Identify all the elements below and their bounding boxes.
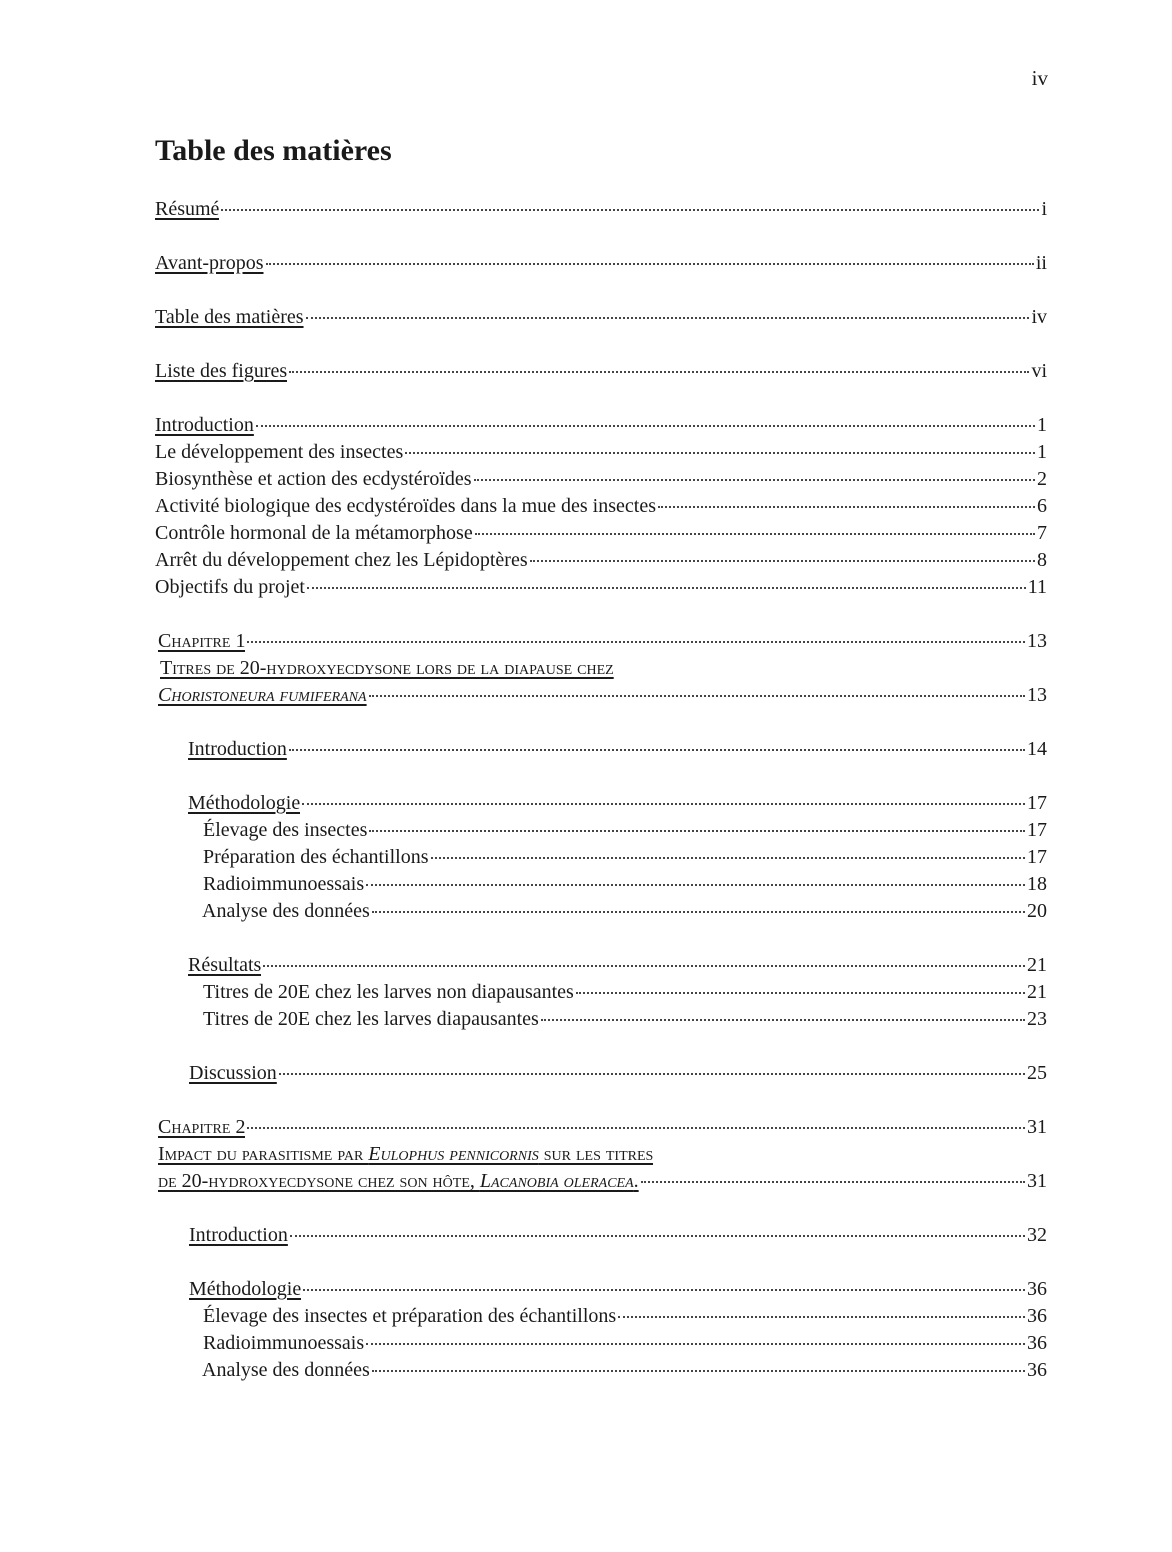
toc-entry-label: Analyse des données: [202, 1359, 370, 1381]
toc-page-number: 17: [1027, 846, 1047, 868]
toc-entry-label: Choristoneura fumiferana: [158, 684, 367, 706]
toc-page-number: 1: [1037, 441, 1047, 463]
toc-page-number: 14: [1027, 738, 1047, 760]
dot-leader: [641, 1181, 1025, 1183]
dot-leader: [369, 830, 1025, 832]
dot-leader: [306, 317, 1030, 319]
toc-entry-label: .: [633, 1170, 639, 1192]
toc-entry[interactable]: [203, 817, 1047, 843]
dot-leader: [541, 1019, 1025, 1021]
toc-entry[interactable]: [155, 466, 1047, 492]
toc-page-number: 31: [1027, 1116, 1047, 1138]
toc-page-number: 23: [1027, 1008, 1047, 1030]
toc-entry-label: Titres de 20-hydroxyecdysone lors de la diapause chez: [160, 657, 614, 679]
toc-entry-avant-propos[interactable]: [155, 250, 1047, 276]
toc-page-number: i: [1041, 198, 1047, 220]
toc-entry-label: Liste des figures: [155, 360, 288, 382]
toc-entry-label: Objectifs du projet: [155, 576, 305, 598]
dot-leader: [279, 1073, 1025, 1075]
page-title: Table des matières: [155, 134, 392, 167]
dot-leader: [247, 641, 1025, 643]
toc-page-number: 17: [1027, 819, 1047, 841]
toc-page-number: 13: [1027, 684, 1047, 706]
toc-entry[interactable]: [203, 844, 1047, 870]
dot-leader: [474, 479, 1035, 481]
toc-page-number: 2: [1037, 468, 1047, 490]
toc-page-number: 36: [1027, 1278, 1047, 1300]
toc-page-number: 13: [1027, 630, 1047, 652]
dot-leader: [302, 803, 1025, 805]
toc-page-number: 36: [1027, 1359, 1047, 1381]
toc-entry-label: Avant-propos: [155, 252, 264, 274]
dot-leader: [307, 587, 1026, 589]
toc-entry-label: Méthodologie: [189, 1278, 302, 1300]
toc-entry-label-species: Lacanobia oleracea: [479, 1170, 634, 1192]
toc-entry-label: sur les titres: [538, 1143, 654, 1165]
toc-entry-label: Introduction: [155, 414, 254, 436]
toc-entry-label: Impact du parasitisme par: [158, 1143, 369, 1165]
toc-entry-chapter-2-title[interactable]: [158, 1141, 1047, 1167]
toc-entry[interactable]: [203, 1006, 1047, 1032]
toc-page-number: 36: [1027, 1332, 1047, 1354]
dot-leader: [256, 425, 1035, 427]
toc-entry-label: Chapitre 1: [158, 630, 246, 652]
dot-leader: [576, 992, 1025, 994]
toc-entry-label: Arrêt du développement chez les Lépidoptères: [155, 549, 528, 571]
toc-entry-ch2-methodologie[interactable]: [189, 1276, 1047, 1302]
toc-page-number: ii: [1035, 252, 1047, 274]
toc-entry-label: Activité biologique des ecdystéroïdes dans la mue des insectes: [155, 495, 656, 517]
toc-page-number: 31: [1027, 1170, 1047, 1192]
toc-entry[interactable]: [155, 547, 1047, 573]
toc-entry-label: Chapitre 2: [158, 1116, 246, 1138]
toc-entry[interactable]: [155, 493, 1047, 519]
toc-entry-liste-des-figures[interactable]: [155, 358, 1047, 384]
toc-page-number: 18: [1027, 873, 1047, 895]
toc-entry-label: Élevage des insectes: [203, 819, 368, 841]
dot-leader: [366, 884, 1025, 886]
toc-entry-label: Radioimmunoessais: [203, 1332, 365, 1354]
toc-entry-ch2-introduction[interactable]: [189, 1222, 1047, 1248]
toc-entry-ch1-resultats[interactable]: [188, 952, 1047, 978]
toc-entry-label: Radioimmunoessais: [203, 873, 365, 895]
toc-entry[interactable]: [155, 520, 1047, 546]
toc-entry-label: Élevage des insectes et préparation des échantillons: [203, 1305, 617, 1327]
toc-entry-chapter-1-title-cont[interactable]: [158, 682, 1047, 708]
dot-leader: [405, 452, 1035, 454]
dot-leader: [303, 1289, 1025, 1291]
toc-entry-label-species: Eulophus pennicornis: [368, 1143, 539, 1165]
toc-page-number: 32: [1027, 1224, 1047, 1246]
toc-entry[interactable]: [155, 574, 1047, 600]
toc-entry-introduction[interactable]: [155, 412, 1047, 438]
toc-entry[interactable]: [203, 1330, 1047, 1356]
toc-page-number: 17: [1027, 792, 1047, 814]
toc-entry-label: Titres de 20E chez les larves diapausantes: [203, 1008, 539, 1030]
dot-leader: [289, 749, 1025, 751]
dot-leader: [221, 209, 1039, 211]
dot-leader: [289, 371, 1029, 373]
dot-leader: [247, 1127, 1025, 1129]
toc-page-number: 20: [1027, 900, 1047, 922]
toc-entry-label: Analyse des données: [202, 900, 370, 922]
toc-entry-ch1-introduction[interactable]: [188, 736, 1047, 762]
toc-entry-label: Préparation des échantillons: [203, 846, 429, 868]
toc-entry-ch1-discussion[interactable]: [189, 1060, 1047, 1086]
toc-page-number: 8: [1037, 549, 1047, 571]
toc-page-number: 7: [1037, 522, 1047, 544]
toc-entry[interactable]: [155, 439, 1047, 465]
toc-page-number: 25: [1027, 1062, 1047, 1084]
toc-entry-label: Table des matières: [155, 306, 304, 328]
toc-entry-label: Discussion: [189, 1062, 277, 1084]
toc-entry-chapter-2-title-cont[interactable]: [158, 1168, 1047, 1194]
toc-page-number: 21: [1027, 954, 1047, 976]
dot-leader: [372, 1370, 1025, 1372]
toc-entry-label: Biosynthèse et action des ecdystéroïdes: [155, 468, 472, 490]
toc-entry-label: de 20-hydroxyecdysone chez son hôte,: [158, 1170, 480, 1192]
dot-leader: [475, 533, 1035, 535]
toc-entry-label: Méthodologie: [188, 792, 301, 814]
toc-entry-chapter-2[interactable]: [158, 1114, 1047, 1140]
toc-entry-label: Le développement des insectes: [155, 441, 404, 463]
toc-entry-label: Contrôle hormonal de la métamorphose: [155, 522, 473, 544]
dot-leader: [290, 1235, 1025, 1237]
toc-entry-table-des-matieres[interactable]: [155, 304, 1047, 330]
toc-entry-label: Résultats: [188, 954, 262, 976]
toc-entry-chapter-1[interactable]: [158, 628, 1047, 654]
toc-entry[interactable]: [203, 1303, 1047, 1329]
dot-leader: [366, 1343, 1025, 1345]
toc-entry[interactable]: [203, 979, 1047, 1005]
toc-page-number: vi: [1031, 360, 1047, 382]
toc-page-number: 1: [1037, 414, 1047, 436]
toc-page-number: 36: [1027, 1305, 1047, 1327]
toc-entry-ch1-methodologie[interactable]: [188, 790, 1047, 816]
toc-entry[interactable]: [202, 898, 1047, 924]
toc-page-number: 21: [1027, 981, 1047, 1003]
dot-leader: [372, 911, 1025, 913]
toc-page-number: iv: [1031, 306, 1047, 328]
dot-leader: [266, 263, 1034, 265]
dot-leader: [658, 506, 1035, 508]
dot-leader: [263, 965, 1025, 967]
toc-entry-resume[interactable]: [155, 196, 1047, 222]
toc-entry[interactable]: [202, 1357, 1047, 1383]
page-number: iv: [1031, 66, 1048, 90]
dot-leader: [369, 695, 1025, 697]
toc-entry-chapter-1-title[interactable]: [160, 655, 1047, 681]
dot-leader: [618, 1316, 1025, 1318]
toc-page-number: 11: [1027, 576, 1047, 598]
dot-leader: [431, 857, 1026, 859]
toc-entry[interactable]: [203, 871, 1047, 897]
toc-entry-label: Introduction: [188, 738, 287, 760]
toc-entry-label: Introduction: [189, 1224, 288, 1246]
toc-entry-label: Résumé: [155, 198, 220, 220]
dot-leader: [530, 560, 1035, 562]
toc-entry-label: Titres de 20E chez les larves non diapausantes: [203, 981, 574, 1003]
toc-page-number: 6: [1037, 495, 1047, 517]
